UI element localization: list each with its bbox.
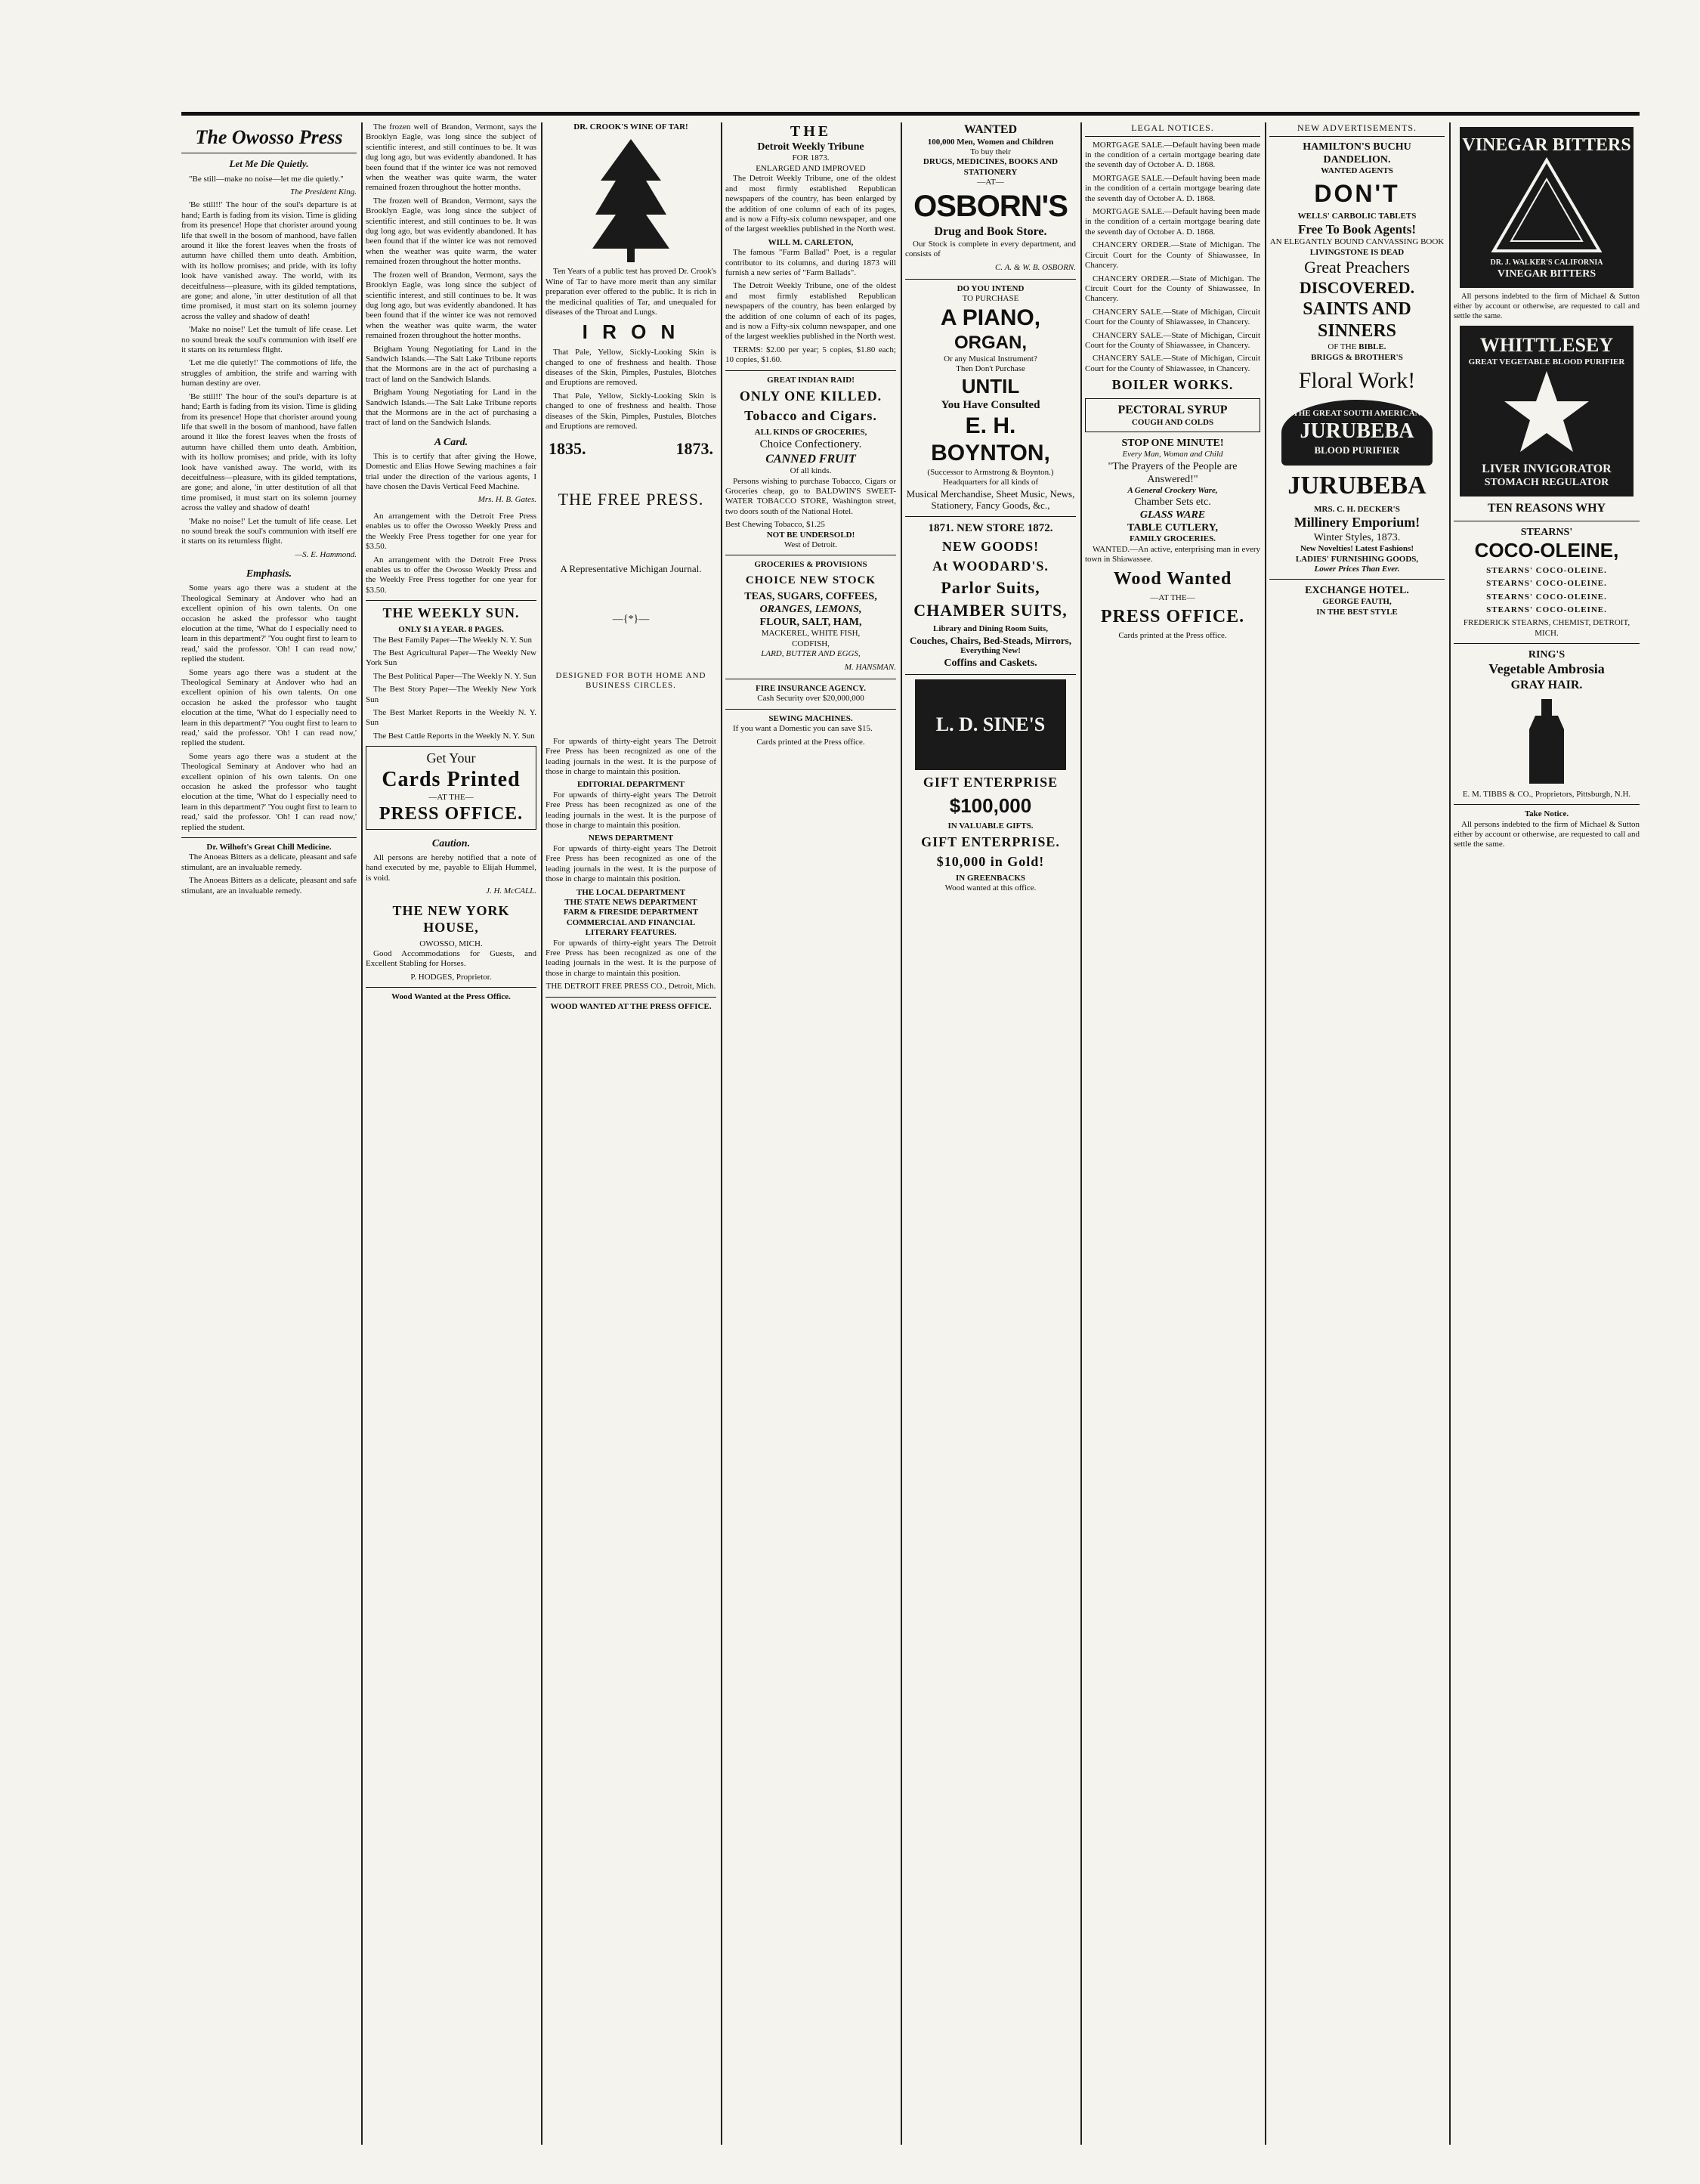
emphasis-title: Emphasis. (246, 568, 292, 580)
divider (1454, 804, 1640, 805)
ladies-goods: LADIES' FURNISHING GOODS, (1295, 554, 1419, 564)
wanted-title: WANTED (963, 123, 1018, 136)
divider (905, 516, 1076, 517)
frozen-well-article: The frozen well of Brandon, Vermont, says the Brooklyn Eagle, was long since the subject of scientific interest, and still continues to be. It was dug long ago, but was evidently abandoned. It has been found that if the winter ice was not removed when the weather was quite warm, the water remained frozen throughout the hotter months. (366, 270, 536, 341)
vegetable-ambrosia: Vegetable Ambrosia (1488, 661, 1605, 677)
wood-wanted-ad: WOOD WANTED AT THE PRESS OFFICE. (550, 1001, 712, 1011)
years-row (549, 439, 713, 459)
star-icon (1501, 367, 1592, 458)
groceries-provisions: GROCERIES & PROVISIONS (754, 560, 867, 570)
divider (1454, 643, 1640, 644)
top-rule (181, 112, 1640, 116)
chancery-order: CHANCERY ORDER.—State of Michigan. The Circuit Court for the County of Shiawassee, In Chancery. (1085, 240, 1260, 271)
glass-ware: GLASS WARE (1139, 509, 1206, 521)
until-title: UNTIL (961, 374, 1020, 398)
mackerel: MACKEREL, WHITE FISH, (761, 629, 861, 639)
vinegar-bitters-text: All persons indebted to the firm of Michael & Sutton either by account or otherwise, are requested to call and settle the same. (1454, 292, 1640, 320)
wells-tablets: WELLS' CARBOLIC TABLETS (1297, 212, 1417, 221)
pectoral-syrup-label: PECTORAL SYRUP (1117, 404, 1228, 417)
divider (1269, 579, 1445, 580)
chancery-order: CHANCERY ORDER.—State of Michigan. The Circuit Court for the County of Shiawassee, In Chancery. (1085, 274, 1260, 304)
poem-paragraph: 'Be still!!' The hour of the soul's departure is at hand; Earth is fading from its vision. Time is gliding from its presence! Hope that chorister around young life that swell in the bosom of manhood, have fallen around it like the forest leaves when the frosts of autumn have chilled them unto death. Ambition, with its hollow promises; and pride, with its lofty look have vanished away. The world, with its deceitfulness—pleasure, with its gilded temptations, are gone; and alone, 'in utter destitution of all that time promised, it must start on its solemn journey across the valley and shadow of death! (181, 391, 357, 513)
osborn-title: OSBORN'S (913, 189, 1068, 223)
sun-item: The Best Cattle Reports in the Weekly N. Y. Sun (373, 731, 535, 741)
osborn-stock: Our Stock is complete in every department, and consists of (905, 239, 1076, 259)
carleton-title: WILL M. CARLETON, (768, 237, 854, 247)
card-signature: Mrs. H. B. Gates. (478, 495, 536, 505)
crook-wine-text: Ten Years of a public test has proved Dr. Crook's Wine of Tar to have more merit than any similar preparation ever offered to the public. It is rich in the medicinal qualities of Tar, and unequaled for diseases of the Throat and Lungs. (546, 267, 716, 317)
stomach-regulator: STOMACH REGULATOR (1484, 477, 1609, 489)
sewing-machines: SEWING MACHINES. (768, 713, 853, 723)
caution-text: All persons are hereby notified that a note of hand executed by me, payable to Elijah Hummel, is void. (366, 853, 536, 883)
detroit-tribune-title: Detroit Weekly Tribune (757, 141, 864, 153)
divider (366, 600, 536, 601)
free-book-agents: Free To Book Agents! (1297, 221, 1416, 237)
fire-insurance: FIRE INSURANCE AGENCY. (756, 683, 866, 693)
new-york-house-title: THE NEW YORK HOUSE, (392, 902, 510, 935)
sun-item: The Best Market Reports in the Weekly N. Y. Sun (366, 707, 536, 728)
card-text: This is to certify that after giving the Howe, Domestic and Elias Howe Sewing machines a fair trial under the direction of the various agents, I have chosen the Davis Vertical Feed Machine. (366, 451, 536, 492)
briggs: BRIGGS & BROTHER'S (1311, 352, 1403, 362)
coffins: Coffins and Caskets. (944, 657, 1037, 669)
hansman-signature: M. HANSMAN. (844, 662, 896, 672)
piano-title: A PIANO, (940, 305, 1041, 330)
free-press-body: For upwards of thirty-eight years The Detroit Free Press has been recognized as one of the leading journals in the west. It is the purpose of those in charge to maintain this position. (546, 736, 716, 777)
organ-title: ORGAN, (954, 333, 1027, 354)
newspaper-page (181, 112, 1640, 2145)
local-department: THE LOCAL DEPARTMENT (576, 887, 686, 897)
choice-new-stock: CHOICE NEW STOCK (745, 574, 876, 586)
cough-colds: COUGH AND COLDS (1131, 417, 1214, 427)
frozen-well-article: The frozen well of Brandon, Vermont, says the Brooklyn Eagle, was long since the subject of scientific interest, and still continues to be. It was dug long ago, but was evidently abandoned. It has been found that if the winter ice was not removed when the weather was quite warm, the water remained frozen throughout the hotter months. (366, 122, 536, 193)
rings-label: RING'S (1528, 649, 1566, 661)
brigham-young-article: Brigham Young Negotiating for Land in the Sandwich Islands.—The Salt Lake Tribune reports that the Mormons are in the act of purchasing a tract of land on the Sandwich Islands. (366, 388, 536, 428)
successor: (Successor to Armstrong & Boynton.) (927, 467, 1054, 477)
representative-journal: A Representative Michigan Journal. (560, 563, 702, 575)
notice-text: All persons indebted to the firm of Michael & Sutton either by account or otherwise, are requested to call and settle the same. (1454, 819, 1640, 849)
iron-text: That Pale, Yellow, Sickly-Looking Skin is changed to one of freshness and health. Those diseases of the Skin, Pimples, Pustules, Blotches and Eruptions are removed. (546, 348, 716, 388)
poem-signature: —S. E. Hammond. (295, 549, 357, 559)
divider (366, 987, 536, 988)
caution-signature: J. H. McCALL. (486, 886, 536, 896)
free-press-body: For upwards of thirty-eight years The Detroit Free Press has been recognized as one of the leading journals in the west. It is the purpose of those in charge to maintain this position. (546, 938, 716, 978)
novelties: New Novelties! Latest Fashions! (1300, 544, 1414, 554)
boynton-title: E. H. BOYNTON, (931, 413, 1050, 466)
mortgage-sale: MORTGAGE SALE.—Default having been made in the condition of a certain mortgage bearing date the seventh day of October A. D. 1868. (1085, 207, 1260, 237)
new-york-house-prop: P. HODGES, Proprietor. (410, 972, 492, 982)
chancery-sale: CHANCERY SALE.—State of Michigan, Circuit Court for the County of Shiawassee, in Chancery. (1085, 307, 1260, 327)
to-purchase: TO PURCHASE (962, 294, 1019, 304)
valuable-gifts: IN VALUABLE GIFTS. (947, 821, 1034, 831)
ten-reasons: TEN REASONS WHY (1487, 502, 1606, 515)
poem-epigraph-attribution: The President King. (290, 187, 357, 196)
editorial-department: EDITORIAL DEPARTMENT (577, 780, 685, 790)
codfish: CODFISH, (792, 639, 830, 648)
oranges-lemons: ORANGES, LEMONS, (759, 604, 862, 616)
dont-title: DON'T (1314, 180, 1400, 208)
bottle-icon (1520, 696, 1573, 787)
iron-text: That Pale, Yellow, Sickly-Looking Skin is changed to one of freshness and health. Those diseases of the Skin, Pimples, Pustules, Blotches and Eruptions are removed. (546, 391, 716, 431)
arrangement-text: An arrangement with the Detroit Free Press enables us to offer the Owosso Weekly Press and the Weekly Free Press together for one year for $3.50. (366, 511, 536, 552)
couches: Couches, Chairs, Bed-Steads, Mirrors, (910, 634, 1071, 646)
osborn-signature: C. A. & W. B. OSBORN. (995, 262, 1076, 272)
dont-purchase: Then Don't Purchase (956, 364, 1025, 374)
decker: MRS. C. H. DECKER'S (1314, 504, 1400, 514)
column-rule (901, 122, 902, 2145)
gray-hair: GRAY HAIR. (1510, 679, 1583, 692)
parlor-suits: Parlor Suits, (941, 577, 1040, 597)
discovered: DISCOVERED. (1299, 278, 1415, 297)
vinegar-bitters-triangle-icon (1490, 156, 1603, 255)
tribune-enlarged: ENLARGED AND IMPROVED (756, 163, 866, 173)
prayers: "The Prayers of the People are Answered!" (1108, 460, 1238, 485)
jurubeba-title: JURUBEBA (1287, 472, 1426, 500)
chancery-sale: CHANCERY SALE.—State of Michigan, Circuit Court for the County of Shiawassee, in Chancery. (1085, 330, 1260, 350)
hundred-thousand: $100,000 (949, 793, 1032, 817)
chamber-suits: CHAMBER SUITS, (913, 601, 1068, 620)
great-preachers: Great Preachers (1304, 258, 1410, 277)
wilhoft-ad-text: The Anoeas Bitters as a delicate, pleasant and safe stimulant, are an invaluable remedy. (181, 852, 357, 872)
vegetable-purifier: GREAT VEGETABLE BLOOD PURIFIER (1468, 357, 1625, 367)
carleton-text: The famous "Farm Ballad" Poet, is a regular contributor to its columns, and during 1873 will furnish a new series of "Farm Ballads". (725, 248, 896, 277)
wanted-sub: 100,000 Men, Women and Children (927, 137, 1054, 147)
canvassing: AN ELEGANTLY BOUND CANVASSING BOOK (1269, 237, 1445, 247)
only-one-killed: ONLY ONE KILLED. (739, 388, 882, 404)
column-6 (1085, 122, 1260, 2145)
great-south-american: THE GREAT SOUTH AMERICAN (1293, 408, 1421, 418)
to-buy: To buy their (970, 147, 1011, 156)
divider (905, 279, 1076, 280)
library-suits: Library and Dining Room Suits, (933, 624, 1048, 634)
arrangement-text: An arrangement with the Detroit Free Press enables us to offer the Owosso Weekly Press and the Weekly Free Press together for one year for $3.50. (366, 555, 536, 595)
take-notice: Take Notice. (1524, 809, 1569, 819)
coco-oleine-title: COCO-OLEINE, (1474, 539, 1619, 562)
sun-item: The Best Political Paper—The Weekly N. Y. Sun (373, 671, 536, 681)
wood-wanted-footer: Wood Wanted at the Press Office. (391, 992, 511, 1002)
sun-item: The Best Agricultural Paper—The Weekly New York Sun (366, 648, 536, 668)
table-cutlery: TABLE CUTLERY, (1127, 522, 1219, 534)
divider (905, 674, 1076, 675)
coco-row: STEARNS' COCO-OLEINE. (1486, 565, 1607, 575)
iron-title: I R O N (582, 320, 680, 344)
cards-footer: Cards printed at the Press office. (1118, 631, 1227, 641)
new-ads-header: NEW ADVERTISEMENTS. (1269, 122, 1445, 137)
state-news-department: THE STATE NEWS DEPARTMENT (564, 897, 697, 907)
canned-fruit: CANNED FRUIT (765, 452, 856, 466)
hamilton-buchu: HAMILTON'S BUCHU DANDELION. (1303, 141, 1411, 166)
literary-features: LITERARY FEATURES. (585, 928, 677, 938)
coco-row: STEARNS' COCO-OLEINE. (1486, 605, 1607, 614)
boiler-works: BOILER WORKS. (1111, 377, 1234, 393)
caution-title: Caution. (431, 837, 471, 849)
poem-epigraph: "Be still—make no noise—let me die quietly." (189, 174, 344, 184)
column-rule (1449, 122, 1451, 2145)
livingstone: LIVINGSTONE IS DEAD (1309, 247, 1405, 257)
whittlesey-title: WHITTLESEY (1479, 334, 1614, 357)
george-fauth: GEORGE FAUTH, (1322, 597, 1392, 607)
divider (546, 997, 716, 998)
column-2 (366, 122, 536, 2145)
baldwin-text: Persons wishing to purchase Tobacco, Cigars or Groceries cheap, go to BALDWIN'S SWEET-WATER TOBACCO STORE, Washington street, two doors south of the National Hotel. (725, 476, 896, 516)
chancery-sale: CHANCERY SALE.—State of Michigan, Circuit Court for the County of Shiawassee, in Chancery. (1085, 354, 1260, 373)
consulted: You Have Consulted (941, 399, 1040, 412)
tibbs: E. M. TIBBS & CO., Proprietors, Pittsburgh, N.H. (1462, 789, 1631, 799)
stearns-label: STEARNS' (1520, 526, 1573, 538)
sewing-text: If you want a Domestic you can save $15. (733, 724, 873, 734)
brigham-young-article: Brigham Young Negotiating for Land in the Sandwich Islands.—The Salt Lake Tribune reports that the Mormons are in the act of purchasing a tract of land on the Sandwich Islands. (366, 344, 536, 384)
weekly-sun-subtitle: ONLY $1 A YEAR. 8 PAGES. (398, 625, 504, 635)
coco-row: STEARNS' COCO-OLEINE. (1486, 579, 1607, 589)
column-4 (725, 122, 896, 2145)
weekly-sun-title: THE WEEKLY SUN. (382, 605, 520, 621)
gift-enterprise-2: GIFT ENTERPRISE. (921, 834, 1060, 849)
cards-footer: Cards printed at the Press office. (756, 737, 865, 747)
walker-california: DR. J. WALKER'S CALIFORNIA (1490, 258, 1603, 267)
do-you-intend: DO YOU INTEND (957, 284, 1025, 294)
crockery: A General Crockery Ware, (1127, 485, 1218, 495)
woodards: At WOODARD'S. (932, 558, 1049, 574)
lower-prices: Lower Prices Than Ever. (1314, 564, 1400, 574)
chamber-sets: Chamber Sets etc. (1134, 497, 1211, 509)
coco-row: STEARNS' COCO-OLEINE. (1486, 592, 1607, 602)
designed-for: DESIGNED FOR BOTH HOME AND BUSINESS CIRCLES. (555, 671, 706, 691)
divider (725, 709, 896, 710)
jurubeba-badge (1281, 400, 1433, 466)
commercial-financial: COMMERCIAL AND FINANCIAL (566, 917, 696, 927)
blood-purifier: BLOOD PURIFIER (1314, 444, 1400, 456)
everything-new: Everything New! (960, 646, 1021, 656)
column-rule (541, 122, 542, 2145)
confectionery: Choice Confectionery. (759, 438, 862, 451)
press-office: PRESS OFFICE. (379, 803, 524, 824)
column-rule (1265, 122, 1266, 2145)
headquarters: Headquarters for all kinds of (942, 478, 1039, 487)
emphasis-text: Some years ago there was a student at the Theological Seminary at Andover who had an excellent opinion of his own talents. On one occasion he asked the professor who taught elocution at the time, 'What do I especially need to learn in this department?' 'You ought first to learn to read,' said the professor. 'Oh! I can read now,' replied the student. (181, 751, 357, 832)
free-press-title: THE FREE PRESS. (558, 490, 704, 509)
indian-raid: GREAT INDIAN RAID! (767, 375, 855, 385)
column-5 (905, 122, 1076, 2145)
at-label: —AT— (977, 178, 1004, 187)
column-7 (1269, 122, 1445, 2145)
poem-paragraph: 'Let me die quietly!' The commotions of life, the struggles of ambition, the strife and warring with human destiny are over. (181, 358, 357, 388)
tribune-body: The Detroit Weekly Tribune, one of the oldest and most firmly established Republican newspapers of the country, has been enlarged by the addition of one column of each of its pages, and is now a Fifty-six column newspaper, and one of the largest weeklies published in the North west. (725, 281, 896, 342)
cards-printed: Cards Printed (382, 768, 521, 792)
new-york-house-sub: OWOSSO, MICH. (419, 939, 483, 948)
sine-title: L. D. SINE'S (935, 713, 1046, 735)
masthead: The Owosso Press (181, 122, 357, 153)
year-start: 1835. (549, 439, 586, 459)
poem-paragraph: 'Make no noise!' Let the tumult of life cease. Let no sound break the soul's communion with itself ere it starts on its returnless flight. (181, 325, 357, 355)
column-1 (181, 122, 357, 2145)
drug-book-store: Drug and Book Store. (934, 225, 1047, 239)
farm-fireside-department: FARM & FIRESIDE DEPARTMENT (563, 908, 699, 917)
drugs-line: DRUGS, MEDICINES, BOOKS AND STATIONERY (923, 157, 1059, 177)
saints-sinners-title: SAINTS AND SINNERS (1303, 299, 1411, 342)
greenbacks: IN GREENBACKS (956, 873, 1025, 883)
lard-butter: LARD, BUTTER AND EGGS, (761, 649, 861, 659)
news-department: NEWS DEPARTMENT (588, 834, 674, 843)
every-man: Every Man, Woman and Child (1122, 450, 1223, 459)
tribune-year: FOR 1873. (792, 153, 830, 163)
ten-thousand-gold: $10,000 in Gold! (936, 853, 1045, 869)
vinegar-bitters-title-2: VINEGAR BITTERS (1497, 268, 1596, 280)
mortgage-sale: MORTGAGE SALE.—Default having been made in the condition of a certain mortgage bearing date the seventh day of October A. D. 1868. (1085, 140, 1260, 170)
tribune-terms: TERMS: $2.00 per year; 5 copies, $1.80 each; 10 copies, $1.60. (725, 345, 896, 365)
press-office: PRESS OFFICE. (1100, 607, 1245, 627)
sun-item: The Best Story Paper—The Weekly New York Sun (366, 685, 536, 704)
pectoral-syrup-ad (1085, 398, 1260, 432)
frozen-well-article: The frozen well of Brandon, Vermont, says the Brooklyn Eagle, was long since the subject of scientific interest, and still continues to be. It was dug long ago, but was evidently abandoned. It has been found that if the winter ice was not removed when the weather was quite warm, the water remained frozen throughout the hotter months. (366, 196, 536, 267)
chewing-price: Best Chewing Tobacco, $1.25 (725, 520, 825, 530)
new-york-house-text: Good Accommodations for Guests, and Excellent Stabling for Horses. (366, 948, 536, 969)
free-press-body: For upwards of thirty-eight years The Detroit Free Press has been recognized as one of the leading journals in the west. It is the purpose of those in charge to maintain this position. (546, 790, 716, 831)
pine-tree-icon (589, 135, 672, 264)
emphasis-text: Some years ago there was a student at the Theological Seminary at Andover who had an excellent opinion of his own talents. On one occasion he asked the professor who taught elocution at the time, 'What do I especially need to learn in this department?' 'You ought first to learn to read,' said the professor. 'Oh! I can read now,' replied the student. (181, 667, 357, 748)
at-the-label: —AT THE— (1150, 592, 1195, 602)
whittlesey-badge (1460, 326, 1634, 497)
exchange-hotel: EXCHANGE HOTEL. (1305, 585, 1409, 597)
bible: BIBLE. (1358, 342, 1386, 352)
mortgage-sale: MORTGAGE SALE.—Default having been made in the condition of a certain mortgage bearing date the seventh day of October A. D. 1868. (1085, 173, 1260, 203)
poem-paragraph: 'Be still!!' The hour of the soul's departure is at hand; Earth is fading from its vision. Time is gliding from its presence! Hope that chorister around young life that swell in the bosom of manhood, have fallen around it like the forest leaves when the frosts of autumn have chilled them unto death. Ambition, with its hollow promises; and pride, with its lofty look have vanished away. The world, with its deceitfulness—pleasure, with its gilded temptations, are gone; and alone, 'in utter destitution of all that time promised, it must start on its solemn journey across the valley and shadow of death! (181, 200, 357, 321)
wood-wanted: Wood Wanted (1113, 568, 1232, 589)
at-the: —AT THE— (428, 793, 474, 803)
wanted-agents: WANTED AGENTS (1321, 166, 1393, 175)
free-press-address: THE DETROIT FREE PRESS CO., Detroit, Mich. (546, 982, 716, 991)
wilhoft-ad-title: Dr. Wilhoft's Great Chill Medicine. (206, 843, 332, 852)
winter-styles: Winter Styles, 1873. (1313, 532, 1401, 544)
column-8 (1454, 122, 1640, 2145)
jurubeba-word: JURUBEBA (1300, 419, 1414, 444)
flour-salt: FLOUR, SALT, HAM, (759, 617, 862, 629)
stop-one-minute: STOP ONE MINUTE! (1121, 438, 1224, 450)
gift-enterprise-woodcut (915, 679, 1066, 770)
not-undersold: NOT BE UNDERSOLD! (766, 530, 855, 540)
new-goods: NEW GOODS! (941, 538, 1040, 554)
get-your: Get Your (426, 750, 476, 766)
family-groceries: FAMILY GROCERIES. (1130, 534, 1216, 544)
the-label: THE (790, 123, 832, 140)
sun-item: The Best Family Paper—The Weekly N. Y. Sun (373, 635, 533, 645)
cash-security: Cash Security over $20,000,000 (757, 694, 864, 704)
poem-title: Let Me Die Quietly. (229, 157, 309, 169)
vinegar-bitters-badge (1460, 127, 1634, 288)
gift-enterprise: GIFT ENTERPRISE (923, 774, 1059, 790)
liver-invigorator: LIVER INVIGORATOR (1482, 462, 1612, 475)
new-store: 1871. NEW STORE 1872. (928, 522, 1053, 535)
emphasis-text: Some years ago there was a student at the Theological Seminary at Andover who had an excellent opinion of his own talents. On one occasion he asked the professor who taught elocution at the time, 'What do I especially need to learn in this department?' 'You ought first to learn to read,' said the professor. 'Oh! I can read now,' replied the student. (181, 583, 357, 664)
column-rule (361, 122, 363, 2145)
west-of-detroit: West of Detroit. (784, 540, 838, 549)
free-press-body: For upwards of thirty-eight years The Detroit Free Press has been recognized as one of the leading journals in the west. It is the purpose of those in charge to maintain this position. (546, 843, 716, 884)
floral-work: Floral Work! (1298, 368, 1416, 394)
legal-notices-header: LEGAL NOTICES. (1085, 122, 1260, 137)
column-rule (1080, 122, 1082, 2145)
all-groceries: ALL KINDS OF GROCERIES, (754, 427, 867, 437)
divider (181, 837, 357, 838)
all-kinds: Of all kinds. (790, 466, 832, 476)
musical-merch: Musical Merchandise, Sheet Music, News, Stationery, Fancy Goods, &c., (906, 487, 1075, 512)
wanted-agent: WANTED.—An active, enterprising man in every town in Shiawassee. (1085, 544, 1260, 565)
year-end: 1873. (675, 439, 713, 459)
poem-paragraph: 'Make no noise!' Let the tumult of life cease. Let no sound break the soul's communion with itself ere it starts on its returnless flight. (181, 516, 357, 546)
wilhoft-ad-text: The Anoeas Bitters as a delicate, pleasant and safe stimulant, are an invaluable remedy. (181, 876, 357, 896)
millinery: Millinery Emporium! (1294, 515, 1420, 531)
column-3 (546, 122, 716, 2145)
teas-sugars: TEAS, SUGARS, COFFEES, (744, 591, 877, 603)
column-rule (721, 122, 722, 2145)
divider (725, 370, 896, 371)
crook-wine-title: DR. CROOK'S WINE OF TAR! (573, 122, 688, 131)
cards-printed-ad (366, 746, 536, 830)
tobacco-cigars: Tobacco and Cigars. (744, 407, 877, 423)
ornament: —{*}— (612, 613, 650, 625)
wood-footer: Wood wanted at this office. (944, 883, 1037, 893)
any-instrument: Or any Musical Instrument? (944, 354, 1037, 363)
stearns-firm: FREDERICK STEARNS, CHEMIST, DETROIT, MICH. (1463, 618, 1630, 638)
best-style: IN THE BEST STYLE (1316, 607, 1398, 617)
of-the: OF THE (1328, 342, 1357, 352)
tribune-body: The Detroit Weekly Tribune, one of the oldest and most firmly established Republican newspapers of the country, has been enlarged by the addition of one column of each of its pages, and is now a Fifty-six column newspaper, and one of the largest weeklies published in the North west. (725, 174, 896, 234)
card-title: A Card. (434, 436, 468, 448)
vinegar-bitters-title: VINEGAR BITTERS (1462, 135, 1631, 155)
saints-sinners (1269, 299, 1445, 353)
